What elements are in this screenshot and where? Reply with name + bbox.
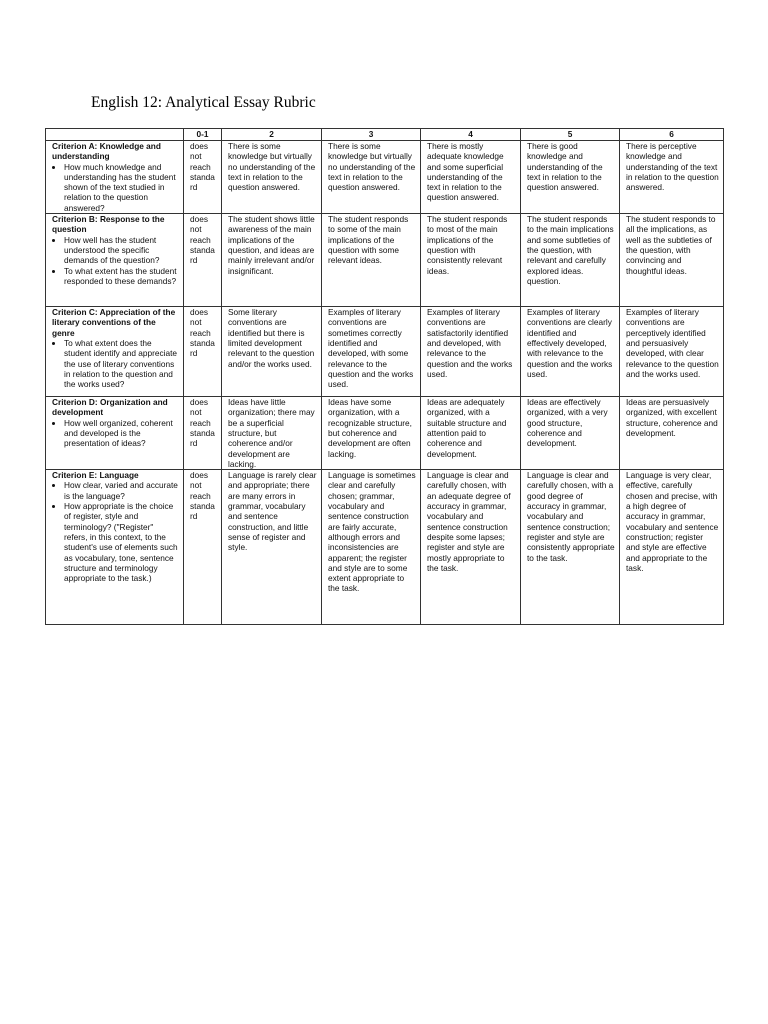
- level-cell-2: The student shows little awareness of the main implications of the question, and ideas are mainly irrelevant and/or insignificant.: [222, 214, 322, 307]
- criterion-title: Criterion A: Knowledge and understanding: [52, 141, 161, 162]
- level-cell-6: The student responds to all the implications, as well as the subtleties of the question, with convincing and thoughtful ideas.: [620, 214, 724, 307]
- criterion-row-d: [46, 397, 724, 470]
- header-cell-level-5: 5: [521, 129, 620, 141]
- level-cell-3: Language is sometimes clear and carefully chosen; grammar, vocabulary and sentence construction are fairly accurate, although errors and inconsistencies are apparent; the register and style are to some extent appropriate to the task.: [322, 470, 421, 625]
- level-cell-4: There is mostly adequate knowledge and some superficial understanding of the text in relation to the question answered.: [421, 141, 521, 214]
- criterion-title: Criterion B: Response to the question: [52, 214, 165, 235]
- header-row: [46, 129, 724, 141]
- level-cell-3: Ideas have some organization, with a recognizable structure, but coherence and development are often lacking.: [322, 397, 421, 470]
- level-cell-6: Ideas are persuasively organized, with excellent structure, coherence and development.: [620, 397, 724, 470]
- criterion-cell: [46, 470, 184, 625]
- level-cell-0-1: does not reach standard: [184, 397, 222, 470]
- criterion-title: Criterion C: Appreciation of the literary conventions of the genre: [52, 307, 176, 338]
- criterion-row-e: [46, 470, 724, 625]
- level-cell-4: Examples of literary conventions are satisfactorily identified and developed, with relevance to the question and the works used.: [421, 307, 521, 397]
- level-cell-3: The student responds to some of the main implications of the question with some relevant ideas.: [322, 214, 421, 307]
- criterion-question: • How well has the student understood the specific demands of the question?: [64, 235, 179, 266]
- level-cell-5: Examples of literary conventions are clearly identified and effectively developed, with relevance to the question and the works used.: [521, 307, 620, 397]
- criterion-questions: [52, 418, 179, 449]
- level-cell-2: Ideas have little organization; there may be a superficial structure, but coherence and/or development are lacking.: [222, 397, 322, 470]
- level-cell-4: Ideas are adequately organized, with a suitable structure and attention paid to coherence and development.: [421, 397, 521, 470]
- header-cell-level-0-1: 0-1: [184, 129, 222, 141]
- header-cell-level-4: 4: [421, 129, 521, 141]
- level-cell-6: Examples of literary conventions are perceptively identified and persuasively developed, with clear relevance to the question and the works used.: [620, 307, 724, 397]
- header-cell-criterion: [46, 129, 184, 141]
- criterion-question: • To what extent does the student identify and appreciate the use of literary conventions in relation to the question and the works used?: [64, 338, 179, 389]
- level-cell-0-1: does not reach standard: [184, 470, 222, 625]
- criterion-questions: [52, 338, 179, 389]
- level-cell-5: The student responds to the main implications and some subtleties of the question, with relevant and carefully explored ideas. question.: [521, 214, 620, 307]
- criterion-questions: [52, 162, 179, 213]
- level-cell-2: There is some knowledge but virtually no understanding of the text in relation to the question answered.: [222, 141, 322, 214]
- criterion-row-b: [46, 214, 724, 307]
- criterion-question: • How much knowledge and understanding has the student shown of the text studied in relation to the question answered?: [64, 162, 179, 213]
- criterion-question: • How well organized, coherent and developed is the presentation of ideas?: [64, 418, 179, 449]
- level-cell-5: Language is clear and carefully chosen, with a good degree of accuracy in grammar, vocabulary and sentence construction; register and style are consistently appropriate to the task.: [521, 470, 620, 625]
- criterion-question: • How appropriate is the choice of register, style and terminology? ("Register" refers, in this context, to the student's use of elements such as vocabulary, tone, sentence structure and terminology appropriate to the task.): [64, 501, 179, 583]
- criterion-title: Criterion E: Language: [52, 470, 139, 481]
- rubric-table: [45, 128, 724, 625]
- level-cell-0-1: does not reach standard: [184, 214, 222, 307]
- level-cell-0-1: does not reach standard: [184, 141, 222, 214]
- page-title: English 12: Analytical Essay Rubric: [91, 94, 316, 111]
- level-cell-2: Some literary conventions are identified but there is limited development relevant to the question and/or the works used.: [222, 307, 322, 397]
- level-cell-4: The student responds to most of the main implications of the question with consistently relevant ideas.: [421, 214, 521, 307]
- criterion-cell: [46, 307, 184, 397]
- level-cell-2: Language is rarely clear and appropriate; there are many errors in grammar, vocabulary and sentence construction, and little sense of register and style.: [222, 470, 322, 625]
- level-cell-3: Examples of literary conventions are sometimes correctly identified and developed, with some relevance to the question and the works used.: [322, 307, 421, 397]
- header-cell-level-6: 6: [620, 129, 724, 141]
- level-cell-5: There is good knowledge and understanding of the text in relation to the question answered.: [521, 141, 620, 214]
- level-cell-6: Language is very clear, effective, carefully chosen and precise, with a high degree of accuracy in grammar, vocabulary and sentence construction; register and style are effective and appropriate to the task.: [620, 470, 724, 625]
- criterion-question: • How clear, varied and accurate is the language?: [64, 480, 179, 501]
- level-cell-4: Language is clear and carefully chosen, with an adequate degree of accuracy in grammar, vocabulary and sentence construction despite some lapses; register and style are mostly appropriate to the task.: [421, 470, 521, 625]
- criterion-questions: [52, 480, 179, 583]
- level-cell-3: There is some knowledge but virtually no understanding of the text in relation to the question answered.: [322, 141, 421, 214]
- criterion-questions: [52, 235, 179, 286]
- header-cell-level-3: 3: [322, 129, 421, 141]
- criterion-cell: [46, 214, 184, 307]
- level-cell-0-1: does not reach standard: [184, 307, 222, 397]
- criterion-row-a: [46, 141, 724, 214]
- level-cell-6: There is perceptive knowledge and understanding of the text in relation to the question answered.: [620, 141, 724, 214]
- criterion-title: Criterion D: Organization and development: [52, 397, 168, 418]
- criterion-row-c: [46, 307, 724, 397]
- header-cell-level-2: 2: [222, 129, 322, 141]
- criterion-question: • To what extent has the student responded to these demands?: [64, 266, 179, 287]
- criterion-cell: [46, 397, 184, 470]
- level-cell-5: Ideas are effectively organized, with a very good structure, coherence and development.: [521, 397, 620, 470]
- criterion-cell: [46, 141, 184, 214]
